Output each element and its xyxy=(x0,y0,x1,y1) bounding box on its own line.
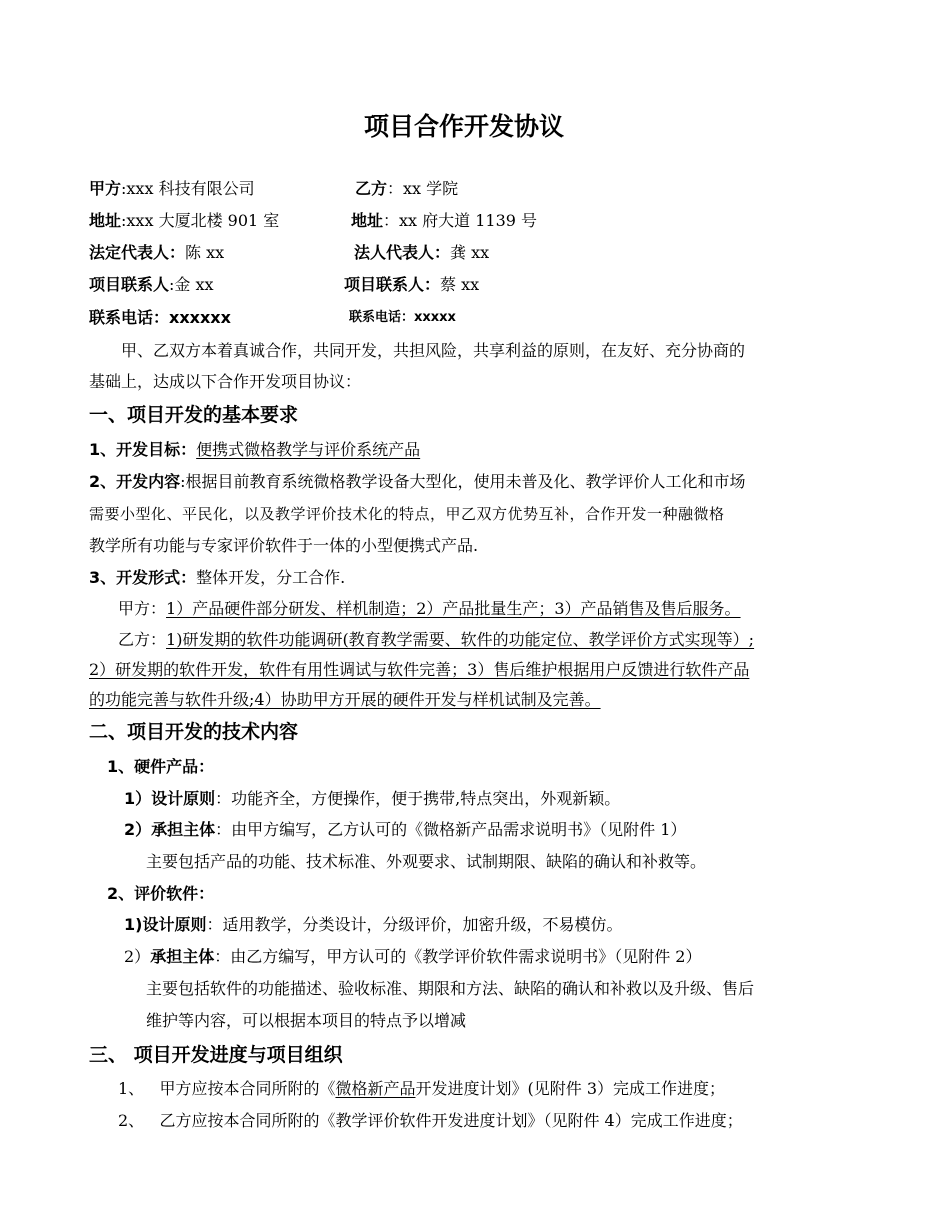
progress-item-1-link: 微格新产品 xyxy=(335,1079,416,1098)
party-b-contact-label: 项目联系人： xyxy=(344,275,441,294)
dev-form-label: 3、开发形式： xyxy=(89,568,197,587)
hw-owner: ：由甲方编写，乙方认可的《微格新产品需求说明书》（见附件 1） xyxy=(215,820,687,839)
dev-goal-label: 1、开发目标： xyxy=(89,440,197,459)
sw-owner-label: 承担主体 xyxy=(150,947,215,966)
party-b-address: ：xx 府大道 1139 号 xyxy=(383,211,538,230)
party-b-label: 乙方 xyxy=(355,179,388,198)
hw-owner-line xyxy=(124,819,686,841)
section-1-heading: 一、项目开发的基本要求 xyxy=(89,404,299,426)
dev-goal: 便携式微格教学与评价系统产品 xyxy=(196,440,421,459)
party-b-rep-label: 法人代表人： xyxy=(354,243,451,262)
dev-content-label: 2、开发内容 xyxy=(89,472,181,491)
party-b-address-line xyxy=(351,210,537,232)
party-a-phone-line xyxy=(89,307,231,329)
dev-content-1: :根据目前教育系统微格教学设备大型化，使用未普及化、教学评价人工化和市场 xyxy=(180,472,746,491)
progress-item-1-num: 1、 xyxy=(118,1079,145,1098)
dev-goal-line xyxy=(89,439,420,461)
party-a-duty: 1）产品硬件部分研发、样机制造；2）产品批量生产；3）产品销售及售后服务。 xyxy=(166,599,741,618)
document-title: 项目合作开发协议 xyxy=(364,112,565,141)
party-b-duty-line-2: 2）研发期的软件开发，软件有用性调试与软件完善；3）售后维护根据用户反馈进行软件产品 xyxy=(89,660,750,679)
party-a-contact-label: 项目联系人 xyxy=(89,275,170,294)
hw-design-line xyxy=(124,788,620,810)
sw-design: ：适用教学，分类设计，分级评价，加密升级，不易模仿。 xyxy=(206,915,623,934)
hardware-label: 1、硬件产品： xyxy=(107,757,215,776)
sw-owner-line xyxy=(124,946,701,968)
progress-item-2-num: 2、 xyxy=(118,1111,145,1130)
section-3-heading: 三、 项目开发进度与项目组织 xyxy=(89,1044,343,1066)
progress-item-1-pre: 甲方应按本合同所附的《 xyxy=(159,1079,336,1098)
party-a-rep: 陈 xx xyxy=(185,243,225,262)
party-b-duty-line-1 xyxy=(118,629,754,651)
section-2-heading: 二、项目开发的技术内容 xyxy=(89,721,299,743)
party-a-phone-label: 联系电话： xyxy=(89,308,170,327)
party-a-name: :xxx 科技有限公司 xyxy=(121,179,255,198)
party-b-contact-line xyxy=(344,274,479,296)
intro-line-2: 基础上，达成以下合作开发项目协议： xyxy=(89,372,362,391)
hw-design: ：功能齐全，方便操作，便于携带,特点突出，外观新颖。 xyxy=(215,789,621,808)
party-a-name-line xyxy=(89,178,255,200)
party-b-rep: 龚 xx xyxy=(450,243,490,262)
progress-item-2-text: 乙方应按本合同所附的《教学评价软件开发进度计划》（见附件 4）完成工作进度； xyxy=(159,1111,743,1130)
dev-content-line-2: 需要小型化、平民化，以及教学评价技术化的特点，甲乙双方优势互补，合作开发一种融微格 xyxy=(89,505,725,523)
party-a-phone: xxxxxx xyxy=(169,308,231,327)
sw-owner-num: 2） xyxy=(124,947,151,966)
sw-note-line-2: 维护等内容，可以根据本项目的特点予以增减 xyxy=(146,1011,467,1030)
party-a-address-line xyxy=(89,210,279,232)
party-a-duty-line xyxy=(118,598,741,620)
party-a-address-label: 地址 xyxy=(89,211,122,230)
dev-form-line xyxy=(89,567,345,589)
party-b-rep-line xyxy=(354,242,489,264)
dev-content-line-1 xyxy=(89,471,746,493)
sw-note-line-1: 主要包括软件的功能描述、验收标准、期限和方法、缺陷的确认和补救以及升级、售后 xyxy=(146,979,755,998)
party-a-rep-label: 法定代表人： xyxy=(89,243,186,262)
hw-owner-label: 2）承担主体 xyxy=(124,820,216,839)
progress-item-1-post: 开发进度计划》(见附件 3）完成工作进度； xyxy=(415,1079,725,1098)
party-b-name-line xyxy=(355,178,458,200)
progress-item-1 xyxy=(118,1078,725,1100)
progress-item-2 xyxy=(118,1110,743,1132)
party-b-duty-1: 1)研发期的软件功能调研(教育教学需要、软件的功能定位、教学评价方式实现等）; xyxy=(166,630,755,649)
party-a-duty-label: 甲方： xyxy=(118,599,167,618)
party-b-duty-label: 乙方： xyxy=(118,630,167,649)
sw-design-line xyxy=(124,914,622,936)
party-b-phone: xxxxx xyxy=(414,310,456,325)
sw-design-label: 1)设计原则 xyxy=(124,915,207,934)
party-a-contact: :金 xx xyxy=(169,275,214,294)
party-a-contact-line xyxy=(89,274,214,296)
dev-content-line-3: 教学所有功能与专家评价软件于一体的小型便携式产品. xyxy=(89,536,479,555)
party-b-contact: 蔡 xx xyxy=(440,275,480,294)
hw-design-label: 1）设计原则 xyxy=(124,789,216,808)
party-b-name: ：xx 学院 xyxy=(387,179,459,198)
party-b-address-label: 地址 xyxy=(351,211,384,230)
hw-note: 主要包括产品的功能、技术标准、外观要求、试制期限、缺陷的确认和补救等。 xyxy=(146,852,707,871)
party-b-duty-line-3: 的功能完善与软件升级;4）协助甲方开展的硬件开发与样机试制及完善。 xyxy=(89,690,601,709)
sw-owner: ：由乙方编写，甲方认可的《教学评价软件需求说明书》（见附件 2） xyxy=(214,947,702,966)
intro-line-1: 甲、乙双方本着真诚合作，共同开发，共担风险，共享利益的原则，在友好、充分协商的 xyxy=(121,341,746,360)
party-a-address: :xxx 大厦北楼 901 室 xyxy=(121,211,280,230)
software-label: 2、评价软件： xyxy=(107,884,215,903)
party-b-phone-line xyxy=(349,307,456,329)
dev-form: 整体开发，分工合作. xyxy=(196,568,346,587)
party-a-label: 甲方 xyxy=(89,179,122,198)
party-a-rep-line xyxy=(89,242,224,264)
party-b-phone-label: 联系电话： xyxy=(349,310,415,325)
